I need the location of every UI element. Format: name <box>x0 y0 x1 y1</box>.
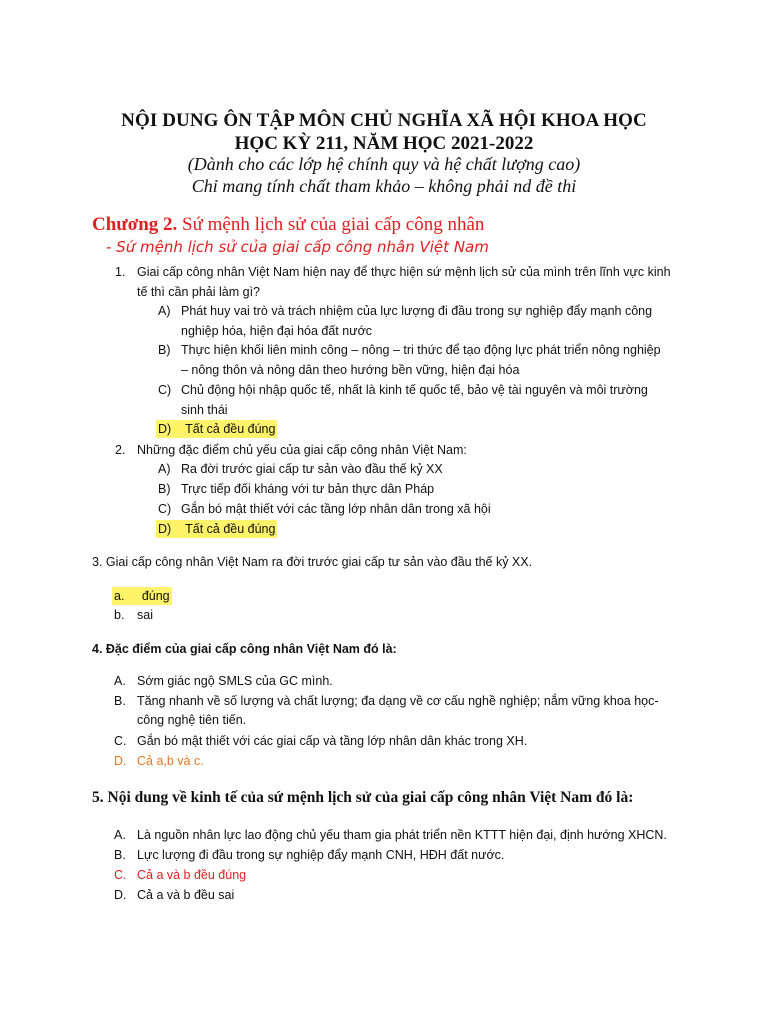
chapter-title: Sứ mệnh lịch sử của giai cấp công nhân <box>182 214 485 235</box>
q2-option-b-label: B) <box>158 482 171 496</box>
q4-option-b-line2: công nghệ tiên tiến. <box>137 713 247 727</box>
q2-option-d-label: D) <box>158 522 172 536</box>
q4-option-d-text: Cả a,b và c. <box>137 754 204 768</box>
q1-option-d-label: D) <box>158 422 172 436</box>
q4-option-b-label: B. <box>114 694 126 708</box>
q5-option-c-label: C. <box>114 868 127 882</box>
q5-option-d-label: D. <box>114 888 127 902</box>
q2-text: Những đặc điểm chủ yếu của giai cấp công nhân Việt Nam: <box>137 443 467 457</box>
doc-audience-note: (Dành cho các lớp hệ chính quy và hệ chất lượng cao) <box>187 154 581 174</box>
q1-option-d-text: Tất cả đều đúng <box>185 422 276 436</box>
q5-option-a-text: Là nguồn nhân lực lao động chủ yếu tham gia phát triển nền KTTT hiện đại, định hướng XHCN. <box>137 828 667 842</box>
q4-text: 4. Đặc điểm của giai cấp công nhân Việt Nam đó là: <box>92 642 397 656</box>
q5-option-c-text: Cả a và b đều đúng <box>137 868 247 882</box>
q4-option-c-label: C. <box>114 734 127 748</box>
q1-option-b-line1: Thực hiện khối liên minh công – nông – tri thức để tạo động lực phát triển nông nghiệp <box>181 343 661 357</box>
q5-option-d-text: Cả a và b đều sai <box>137 888 235 902</box>
q4-option-d-label: D. <box>114 754 127 768</box>
q1-option-a-line1: Phát huy vai trò và trách nhiệm của lực lượng đi đầu trong sự nghiệp đẩy mạnh công <box>181 304 653 318</box>
q1-text-line2: tế thì cần phải làm gì? <box>137 285 260 299</box>
q1-option-d-answer <box>156 420 277 438</box>
q5-text: 5. Nội dung về kinh tế của sứ mệnh lịch sử của giai cấp công nhân Việt Nam đó là: <box>92 789 634 806</box>
q2-option-c-text: Gắn bó mật thiết với các tầng lớp nhân dân trong xã hội <box>181 502 491 516</box>
q2-option-c-label: C) <box>158 502 172 516</box>
q2-option-d-answer <box>156 520 277 538</box>
q5-option-a-label: A. <box>114 828 126 842</box>
q1-option-b-label: B) <box>158 343 171 357</box>
doc-title: NỘI DUNG ÔN TẬP MÔN CHỦ NGHĨA XÃ HỘI KHOA HỌC <box>121 110 647 131</box>
q4-option-a-label: A. <box>114 674 126 688</box>
chapter-label: Chương 2. <box>92 214 178 235</box>
q3-option-a-text: đúng <box>141 589 170 603</box>
q3-option-b-text: sai <box>137 608 153 622</box>
q4-option-b-line1: Tăng nhanh về số lượng và chất lượng; đa dạng về cơ cấu nghề nghiệp; nắm vững khoa học- <box>137 694 659 708</box>
q5-option-b-text: Lực lượng đi đầu trong sự nghiệp đẩy mạnh CNH, HĐH đất nước. <box>137 848 505 862</box>
q3-option-b-label: b. <box>114 608 125 622</box>
q1-option-c-line2: sinh thái <box>181 403 228 417</box>
q1-option-a-line2: nghiệp hóa, hiện đại hóa đất nước <box>181 324 373 338</box>
chapter-subtitle: - Sứ mệnh lịch sử của giai cấp công nhân Việt Nam <box>106 238 489 256</box>
q1-option-a-label: A) <box>158 304 171 318</box>
q1-option-c-line1: Chủ động hội nhập quốc tế, nhất là kinh tế quốc tế, bảo vệ tài nguyên và môi trường <box>181 383 648 397</box>
q5-option-b-label: B. <box>114 848 126 862</box>
q1-option-b-line2: – nông thôn và nông dân theo hướng bền vững, hiện đại hóa <box>181 363 520 377</box>
q2-number: 2. <box>115 443 126 457</box>
q2-option-d-text: Tất cả đều đúng <box>185 522 276 536</box>
q2-option-b-text: Trực tiếp đối kháng với tư bản thực dân Pháp <box>181 482 435 496</box>
q3-option-a-answer <box>112 587 172 605</box>
q3-text: 3. Giai cấp công nhân Việt Nam ra đời trước giai cấp tư sản vào đầu thế kỷ XX. <box>92 555 533 569</box>
q4-option-a-text: Sớm giác ngộ SMLS của GC mình. <box>137 674 333 688</box>
q2-option-a-text: Ra đời trước giai cấp tư sản vào đầu thế kỷ XX <box>181 462 443 476</box>
q1-option-c-label: C) <box>158 383 172 397</box>
q3-option-a-label: a. <box>114 589 125 603</box>
q1-text-line1: Giai cấp công nhân Việt Nam hiện nay để thực hiện sứ mệnh lịch sử của mình trên lĩnh vực kinh <box>137 265 671 279</box>
q4-option-c-text: Gắn bó mật thiết với các giai cấp và tầng lớp nhân dân khác trong XH. <box>137 734 528 748</box>
q1-number: 1. <box>115 265 126 279</box>
chapter-heading <box>92 214 484 236</box>
doc-subtitle-term: HỌC KỲ 211, NĂM HỌC 2021-2022 <box>234 133 534 154</box>
q2-option-a-label: A) <box>158 462 171 476</box>
doc-disclaimer: Chỉ mang tính chất tham khảo – không phải nd đề thi <box>191 176 577 196</box>
